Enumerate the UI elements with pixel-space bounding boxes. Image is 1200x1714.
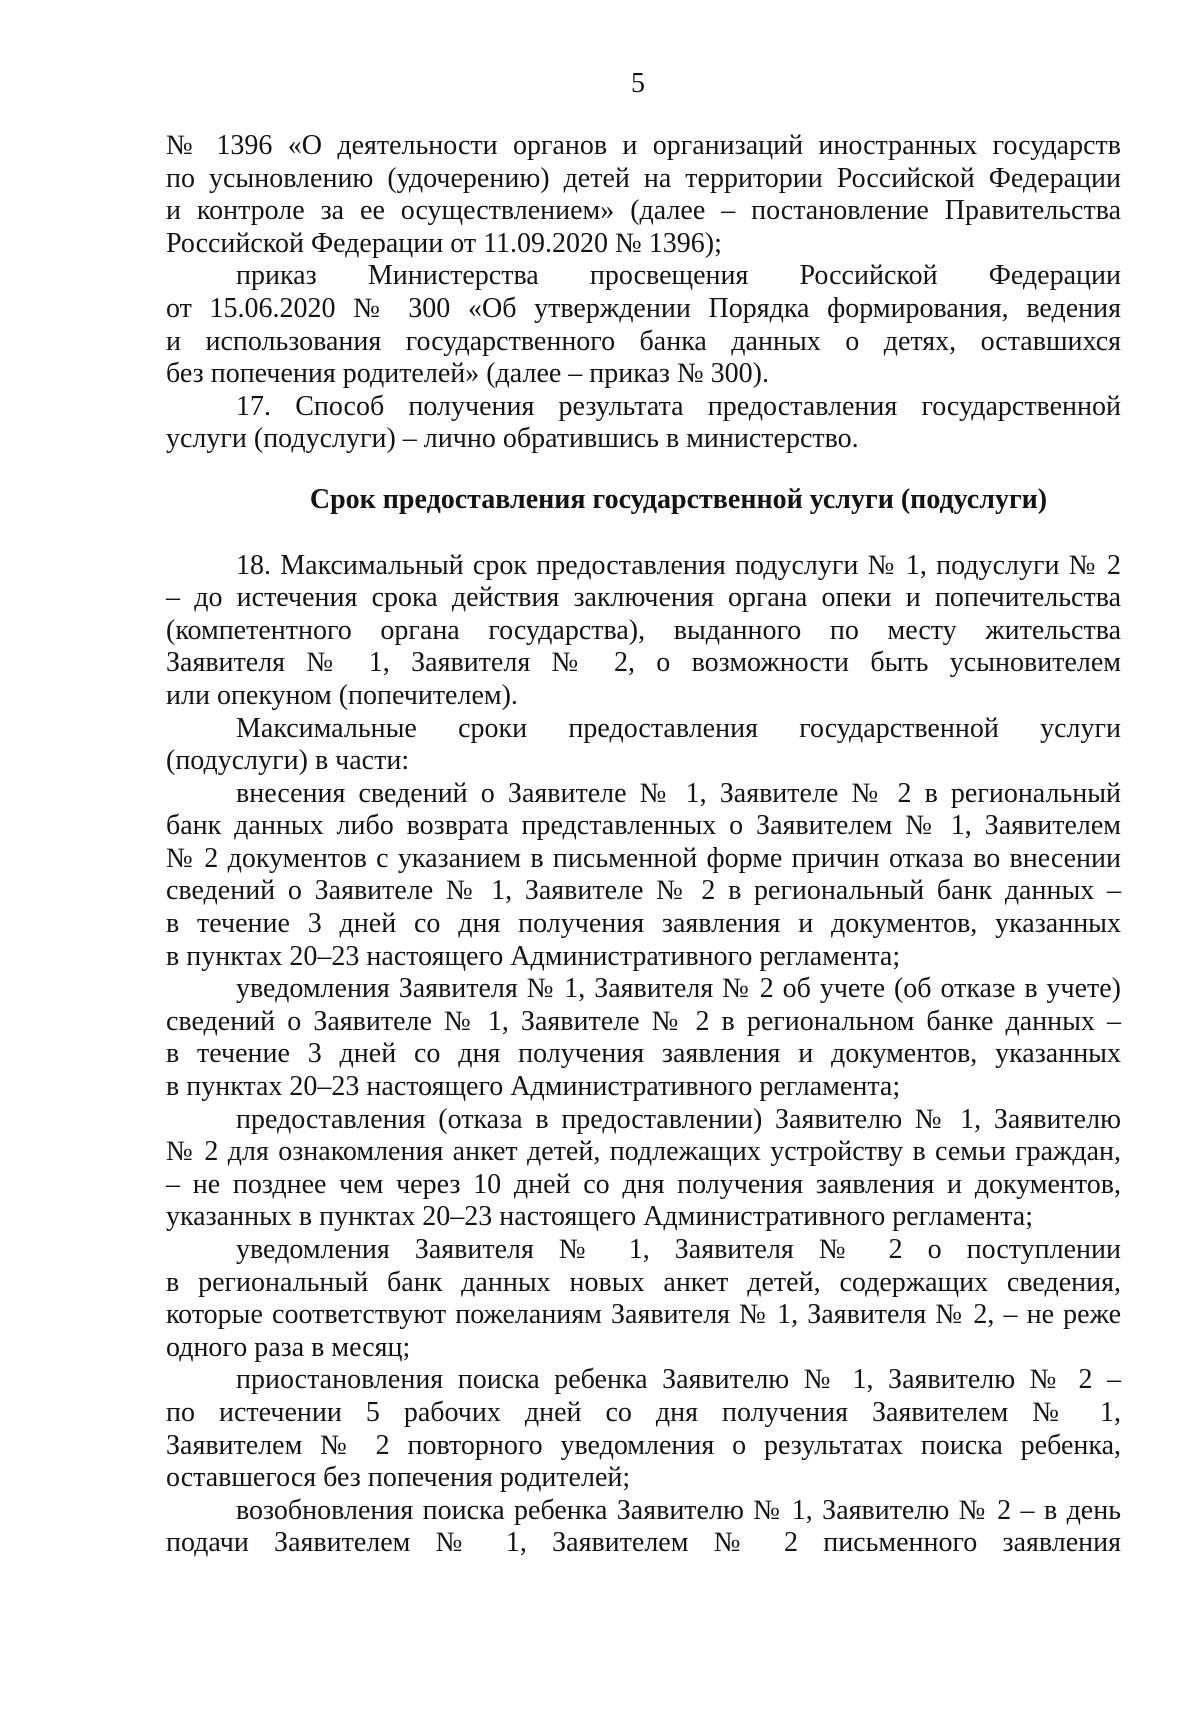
document-body — [166, 130, 1121, 1560]
paragraph-line: и использования государственного банка данных о детях, оставшихся — [166, 325, 1121, 357]
paragraph-line: Заявителя № 1, Заявителя № 2, о возможности быть усыновителем — [166, 647, 1121, 679]
paragraph-line: – не позднее чем через 10 дней со дня получения заявления и документов, — [166, 1168, 1121, 1200]
paragraph-line: внесения сведений о Заявителе № 1, Заявителе № 2 в региональный — [236, 777, 1121, 809]
paragraph-line: или опекуном (попечителем). — [166, 679, 518, 711]
paragraph-line: предоставления (отказа в предоставлении) Заявителю № 1, Заявителю — [236, 1103, 1121, 1135]
paragraph-line: по истечении 5 рабочих дней со дня получения Заявителем № 1, — [166, 1396, 1121, 1428]
paragraph-line: возобновления поиска ребенка Заявителю № 1, Заявителю № 2 – в день — [236, 1494, 1121, 1526]
page-number: 5 — [631, 68, 645, 99]
paragraph-line: № 2 документов с указанием в письменной форме причин отказа во внесении — [166, 842, 1121, 874]
paragraph-line: оставшегося без попечения родителей; — [166, 1462, 631, 1494]
paragraph-line: 17. Способ получения результата предоставления государственной — [236, 390, 1121, 422]
paragraph-line: приказ Министерства просвещения Российской Федерации — [236, 260, 1121, 292]
paragraph-line: подачи Заявителем № 1, Заявителем № 2 письменного заявления — [166, 1527, 1121, 1559]
paragraph-line: уведомления Заявителя № 1, Заявителя № 2 об учете (об отказе в учете) — [236, 973, 1121, 1005]
paragraph-line: № 2 для ознакомления анкет детей, подлежащих устройству в семьи граждан, — [166, 1136, 1121, 1168]
paragraph-line: в течение 3 дней со дня получения заявления и документов, указанных — [166, 1038, 1121, 1070]
paragraph-line: сведений о Заявителе № 1, Заявителе № 2 в региональный банк данных – — [166, 875, 1121, 907]
paragraph-line: в течение 3 дней со дня получения заявления и документов, указанных — [166, 908, 1121, 940]
paragraph-line: Заявителем № 2 повторного уведомления о результатах поиска ребенка, — [166, 1429, 1121, 1461]
section-before-heading — [166, 130, 1121, 456]
paragraph-line: и контроле за ее осуществлением» (далее – постановление Правительства — [166, 195, 1121, 227]
paragraph-line: услуги (подуслуги) – лично обратившись в министерство. — [166, 423, 859, 455]
paragraph-line: в пунктах 20–23 настоящего Административного регламента; — [166, 940, 901, 972]
section-heading: Срок предоставления государственной услуги (подуслуги) — [309, 483, 1048, 515]
paragraph-line: банк данных либо возврата представленных о Заявителем № 1, Заявителем — [166, 810, 1121, 842]
paragraph-line: которые соответствуют пожеланиям Заявителя № 1, Заявителя № 2, – не реже — [166, 1299, 1121, 1331]
paragraph-line: 18. Максимальный срок предоставления подуслуги № 1, подуслуги № 2 — [236, 549, 1121, 581]
paragraph-line: Российской Федерации от 11.09.2020 № 1396); — [166, 227, 722, 259]
section-after-heading — [166, 550, 1121, 1560]
paragraph-line: в пунктах 20–23 настоящего Административного регламента; — [166, 1071, 901, 1103]
paragraph-line: одного раза в месяц; — [166, 1331, 411, 1363]
paragraph-line: – до истечения срока действия заключения органа опеки и попечительства — [166, 582, 1121, 614]
paragraph-line: от 15.06.2020 № 300 «Об утверждении Порядка формирования, ведения — [166, 292, 1121, 324]
paragraph-line: (подуслуги) в части: — [166, 745, 410, 777]
paragraph-line: по усыновлению (удочерению) детей на территории Российской Федерации — [166, 162, 1121, 194]
paragraph-line: Максимальные сроки предоставления государственной услуги — [236, 712, 1121, 744]
paragraph-line: уведомления Заявителя № 1, Заявителя № 2 о поступлении — [236, 1234, 1121, 1265]
paragraph-line: сведений о Заявителе № 1, Заявителе № 2 в региональном банке данных – — [166, 1005, 1121, 1037]
paragraph-line: № 1396 «О деятельности органов и организаций иностранных государств — [166, 130, 1121, 161]
paragraph-line: (компетентного органа государства), выданного по месту жительства — [166, 614, 1121, 646]
paragraph-line: приостановления поиска ребенка Заявителю № 1, Заявителю № 2 – — [236, 1364, 1121, 1396]
paragraph-line: в региональный банк данных новых анкет детей, содержащих сведения, — [166, 1266, 1121, 1298]
paragraph-line: указанных в пунктах 20–23 настоящего Административного регламента; — [166, 1201, 1034, 1233]
paragraph-line: без попечения родителей» (далее – приказ № 300). — [166, 358, 769, 390]
